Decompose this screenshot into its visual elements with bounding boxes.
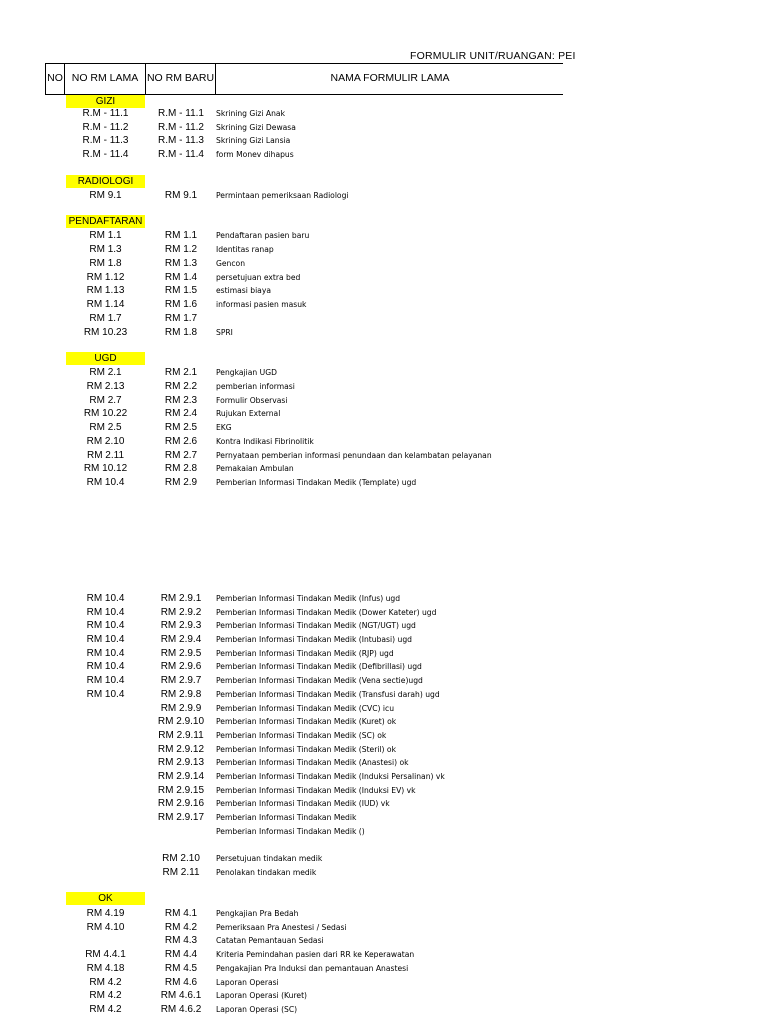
header-no-rm-lama: NO RM LAMA	[65, 64, 146, 94]
rm-baru-cell: RM 2.9.12	[157, 744, 205, 755]
rm-lama-cell: RM 1.14	[86, 299, 125, 310]
rm-lama-cell: RM 2.10	[86, 436, 125, 447]
nama-formulir-cell: Identitas ranap	[216, 245, 274, 254]
rm-baru-cell: RM 1.6	[164, 299, 198, 310]
rm-baru-cell: RM 1.1	[164, 230, 198, 241]
rm-lama-cell: RM 4.2	[89, 977, 122, 988]
rm-baru-cell: RM 2.9.5	[160, 648, 202, 659]
nama-formulir-cell: Skrining Gizi Dewasa	[216, 123, 296, 132]
rm-baru-cell: RM 2.2	[164, 381, 198, 392]
rm-baru-cell: R.M - 11.2	[158, 122, 204, 133]
nama-formulir-cell: Formulir Observasi	[216, 396, 288, 405]
rm-baru-cell: RM 2.6	[164, 436, 198, 447]
rm-lama-cell: RM 10.4	[86, 620, 125, 631]
rm-lama-cell: RM 4.19	[86, 908, 125, 919]
rm-lama-cell: R.M - 11.4	[82, 149, 129, 160]
nama-formulir-cell: Pemberian Informasi Tindakan Medik (Defibrillasi) ugd	[216, 662, 422, 671]
rm-baru-cell: RM 2.9.1	[160, 593, 202, 604]
nama-formulir-cell: Pemberian Informasi Tindakan Medik (Intubasi) ugd	[216, 635, 412, 644]
nama-formulir-cell: persetujuan extra bed	[216, 273, 301, 282]
rm-baru-cell: RM 1.4	[164, 272, 198, 283]
rm-lama-cell: RM 4.2	[89, 1004, 122, 1015]
section-label: UGD	[66, 352, 145, 365]
rm-baru-cell: RM 2.5	[164, 422, 198, 433]
section-label: RADIOLOGI	[66, 175, 145, 188]
nama-formulir-cell: Pemberian Informasi Tindakan Medik (RJP) ugd	[216, 649, 394, 658]
rm-baru-cell: RM 2.9.16	[157, 798, 205, 809]
rm-lama-cell: RM 4.2	[89, 990, 122, 1001]
rm-baru-cell: RM 2.9.11	[158, 730, 204, 741]
header-no-rm-baru: NO RM BARU	[146, 64, 216, 94]
nama-formulir-cell: EKG	[216, 423, 232, 432]
nama-formulir-cell: Pemberian Informasi Tindakan Medik (Dower Kateter) ugd	[216, 608, 437, 617]
nama-formulir-cell: SPRI	[216, 328, 233, 337]
nama-formulir-cell: Pemakaian Ambulan	[216, 464, 294, 473]
rm-lama-cell: RM 10.4	[86, 607, 125, 618]
rm-lama-cell: RM 10.4	[86, 477, 125, 488]
nama-formulir-cell: Pemberian Informasi Tindakan Medik (Induksi EV) vk	[216, 786, 416, 795]
nama-formulir-cell: Pendaftaran pasien baru	[216, 231, 310, 240]
rm-baru-cell: R.M - 11.1	[158, 108, 204, 119]
rm-lama-cell: RM 4.18	[86, 963, 125, 974]
nama-formulir-cell: Rujukan External	[216, 409, 281, 418]
rm-baru-cell: RM 1.2	[164, 244, 198, 255]
rm-baru-cell: RM 2.11	[162, 867, 200, 878]
nama-formulir-cell: estimasi biaya	[216, 286, 271, 295]
nama-formulir-cell: Persetujuan tindakan medik	[216, 854, 323, 863]
nama-formulir-cell: Catatan Pemantauan Sedasi	[216, 936, 324, 945]
nama-formulir-cell: Skrining Gizi Anak	[216, 109, 285, 118]
rm-baru-cell: RM 2.8	[164, 463, 198, 474]
rm-baru-cell: RM 4.4	[164, 949, 198, 960]
nama-formulir-cell: Laporan Operasi (SC)	[216, 1005, 298, 1014]
rm-baru-cell: RM 2.4	[164, 408, 198, 419]
rm-lama-cell: RM 1.13	[86, 285, 125, 296]
nama-formulir-cell: Pengakajian Pra Induksi dan pemantauan Anastesi	[216, 964, 409, 973]
nama-formulir-cell: Penolakan tindakan medik	[216, 868, 317, 877]
nama-formulir-cell: Gencon	[216, 259, 246, 268]
rm-baru-cell: RM 2.9	[164, 477, 198, 488]
rm-lama-cell: RM 9.1	[89, 190, 122, 201]
rm-lama-cell: RM 10.4	[86, 661, 125, 672]
nama-formulir-cell: Pemberian Informasi Tindakan Medik ()	[216, 827, 365, 836]
rm-lama-cell: RM 2.5	[89, 422, 122, 433]
rm-lama-cell: RM 4.4.1	[85, 949, 126, 960]
nama-formulir-cell: Pemberian Informasi Tindakan Medik	[216, 813, 357, 822]
rm-lama-cell: RM 10.4	[86, 689, 125, 700]
nama-formulir-cell: Kriteria Pemindahan pasien dari RR ke Keperawatan	[216, 950, 415, 959]
rm-baru-cell: RM 2.9.9	[160, 703, 202, 714]
rm-lama-cell: RM 4.10	[86, 922, 125, 933]
table-header	[45, 63, 563, 95]
rm-baru-cell: RM 2.9.14	[157, 771, 205, 782]
nama-formulir-cell: Permintaan pemeriksaan Radiologi	[216, 191, 349, 200]
nama-formulir-cell: Pengkajian UGD	[216, 368, 277, 377]
nama-formulir-cell: Pemberian Informasi Tindakan Medik (Anastesi) ok	[216, 758, 409, 767]
nama-formulir-cell: informasi pasien masuk	[216, 300, 307, 309]
nama-formulir-cell: Pemberian Informasi Tindakan Medik (Steril) ok	[216, 745, 396, 754]
nama-formulir-cell: Pengkajian Pra Bedah	[216, 909, 299, 918]
rm-lama-cell: RM 10.22	[83, 408, 128, 419]
nama-formulir-cell: Pemberian Informasi Tindakan Medik (Kuret) ok	[216, 717, 397, 726]
rm-baru-cell: RM 2.1	[164, 367, 198, 378]
rm-baru-cell: RM 4.3	[164, 935, 198, 946]
section-label: PENDAFTARAN	[66, 215, 145, 228]
rm-baru-cell: RM 2.9.2	[160, 607, 202, 618]
header-nama-formulir: NAMA FORMULIR LAMA	[330, 72, 450, 84]
rm-baru-cell: RM 2.9.15	[157, 785, 205, 796]
nama-formulir-cell: Pernyataan pemberian informasi penundaan dan kelambatan pelayanan	[216, 451, 492, 460]
rm-lama-cell: RM 10.4	[86, 675, 125, 686]
rm-lama-cell: RM 2.1	[89, 367, 122, 378]
rm-lama-cell: RM 1.3	[89, 244, 122, 255]
rm-baru-cell: RM 2.9.8	[160, 689, 202, 700]
rm-lama-cell: RM 2.13	[86, 381, 125, 392]
rm-baru-cell: RM 2.9.4	[160, 634, 202, 645]
rm-lama-cell: RM 1.12	[86, 272, 125, 283]
nama-formulir-cell: Pemberian Informasi Tindakan Medik (SC) ok	[216, 731, 387, 740]
rm-baru-cell: R.M - 11.4	[158, 149, 204, 160]
rm-baru-cell: RM 4.6	[164, 977, 198, 988]
nama-formulir-cell: pemberian informasi	[216, 382, 295, 391]
rm-lama-cell: RM 10.4	[86, 634, 125, 645]
rm-baru-cell: RM 4.2	[164, 922, 198, 933]
rm-lama-cell: RM 10.4	[86, 593, 125, 604]
nama-formulir-cell: form Monev dihapus	[216, 150, 294, 159]
nama-formulir-cell: Skrining Gizi Lansia	[216, 136, 291, 145]
section-label: GIZI	[66, 95, 145, 108]
rm-lama-cell: RM 2.7	[89, 395, 122, 406]
nama-formulir-cell: Pemberian Informasi Tindakan Medik (CVC) icu	[216, 704, 395, 713]
rm-baru-cell: RM 1.3	[164, 258, 198, 269]
rm-baru-cell: RM 4.5	[164, 963, 198, 974]
nama-formulir-cell: Pemberian Informasi Tindakan Medik (Transfusi darah) ugd	[216, 690, 440, 699]
rm-lama-cell: R.M - 11.2	[82, 122, 129, 133]
rm-lama-cell: RM 10.12	[83, 463, 128, 474]
rm-baru-cell: RM 1.8	[164, 327, 198, 338]
rm-lama-cell: R.M - 11.3	[82, 135, 129, 146]
nama-formulir-cell: Pemberian Informasi Tindakan Medik (Vena sectie)ugd	[216, 676, 423, 685]
rm-baru-cell: RM 2.9.17	[157, 812, 205, 823]
page-title: FORMULIR UNIT/RUANGAN: PEI	[410, 50, 576, 62]
rm-lama-cell: RM 1.8	[89, 258, 122, 269]
nama-formulir-cell: Pemberian Informasi Tindakan Medik (IUD) vk	[216, 799, 390, 808]
rm-baru-cell: RM 9.1	[164, 190, 198, 201]
nama-formulir-cell: Kontra Indikasi Fibrinolitik	[216, 437, 314, 446]
nama-formulir-cell: Pemeriksaan Pra Anestesi / Sedasi	[216, 923, 347, 932]
rm-baru-cell: RM 2.9.6	[160, 661, 202, 672]
nama-formulir-cell: Pemberian Informasi Tindakan Medik (Induksi Persalinan) vk	[216, 772, 445, 781]
nama-formulir-cell: Pemberian Informasi Tindakan Medik (Infus) ugd	[216, 594, 401, 603]
rm-baru-cell: RM 2.10	[162, 853, 200, 864]
rm-baru-cell: RM 2.9.10	[157, 716, 205, 727]
section-label: OK	[66, 892, 145, 905]
rm-lama-cell: RM 10.4	[86, 648, 125, 659]
rm-baru-cell: R.M - 11.3	[158, 135, 204, 146]
rm-baru-cell: RM 4.6.1	[160, 990, 202, 1001]
nama-formulir-cell: Pemberian Informasi Tindakan Medik (NGT/UGT) ugd	[216, 621, 416, 630]
nama-formulir-cell: Laporan Operasi (Kuret)	[216, 991, 308, 1000]
header-no: NO	[46, 64, 65, 94]
rm-lama-cell: R.M - 11.1	[82, 108, 129, 119]
rm-baru-cell: RM 2.7	[164, 450, 198, 461]
rm-lama-cell: RM 2.11	[86, 450, 125, 461]
rm-baru-cell: RM 2.9.13	[157, 757, 205, 768]
rm-baru-cell: RM 4.1	[164, 908, 198, 919]
rm-baru-cell: RM 2.9.7	[160, 675, 202, 686]
rm-lama-cell: RM 1.1	[89, 230, 122, 241]
rm-baru-cell: RM 2.3	[164, 395, 198, 406]
rm-baru-cell: RM 1.5	[164, 285, 198, 296]
rm-baru-cell: RM 4.6.2	[160, 1004, 202, 1015]
rm-lama-cell: RM 10.23	[83, 327, 128, 338]
rm-lama-cell: RM 1.7	[89, 313, 122, 324]
nama-formulir-cell: Pemberian Informasi Tindakan Medik (Template) ugd	[216, 478, 417, 487]
nama-formulir-cell: Laporan Operasi	[216, 978, 279, 987]
rm-baru-cell: RM 1.7	[164, 313, 198, 324]
rm-baru-cell: RM 2.9.3	[160, 620, 202, 631]
